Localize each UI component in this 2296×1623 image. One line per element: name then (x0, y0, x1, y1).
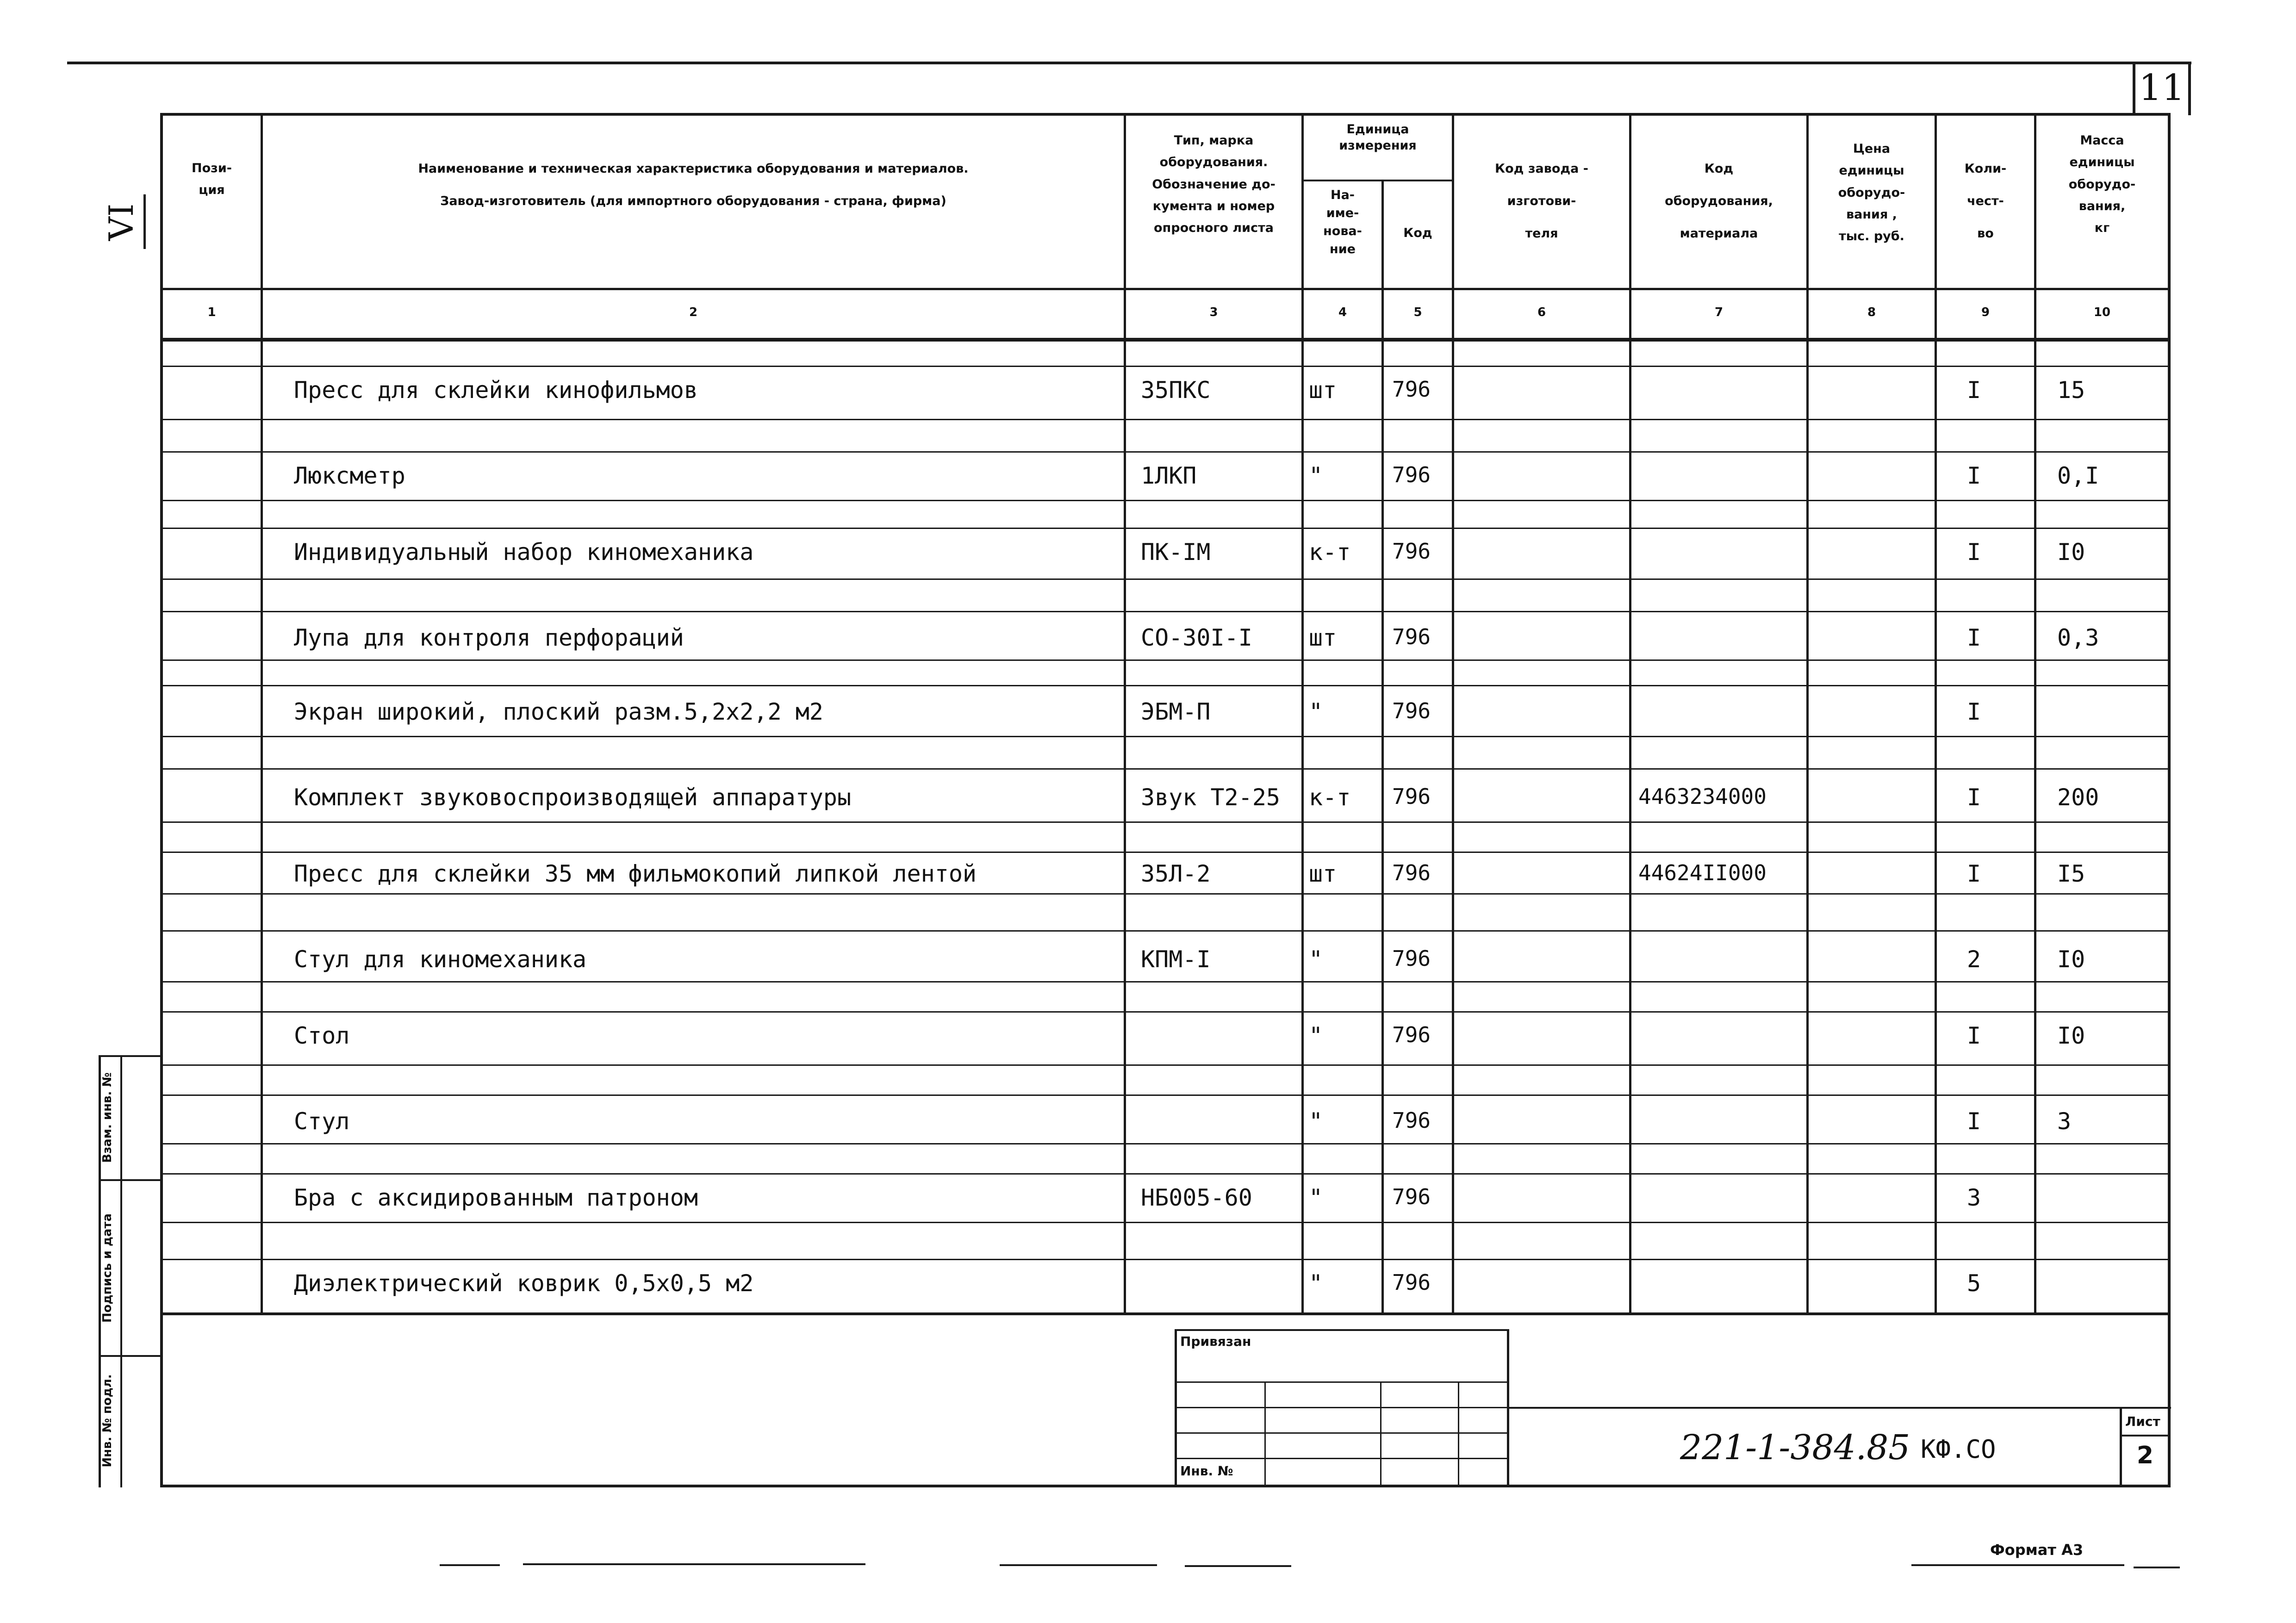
col-line-6 (1629, 113, 1631, 1313)
row-qty: I (1967, 1108, 1981, 1135)
header-col2: Наименование и техническая характеристика оборудования и материалов. Завод-изготовитель (для импортного оборудования - страна, фирма) (418, 162, 969, 209)
row-rule (160, 500, 2171, 501)
row-rule (160, 821, 2171, 823)
row-unit: " (1309, 462, 1323, 489)
page-number-box-right (2188, 64, 2191, 115)
col-line-2 (1124, 113, 1126, 1313)
row-code: 796 (1392, 698, 1431, 723)
row-equip-code: 4463234000 (1638, 784, 1767, 809)
row-qty: I (1967, 624, 1981, 651)
row-code: 796 (1392, 624, 1431, 649)
header-col5: Код (1403, 226, 1432, 240)
row-mass: 15 (2057, 377, 2085, 404)
row-code: 796 (1392, 1108, 1431, 1133)
row-name: Пресс для склейки 35 мм фильмокопий липкой лентой (294, 860, 977, 887)
colnum-4: 4 (1338, 305, 1347, 319)
tb-box-top (1175, 1329, 1509, 1331)
header-col7: Код оборудования, материала (1665, 162, 1773, 241)
row-unit: " (1309, 1270, 1323, 1297)
row-code: 796 (1392, 377, 1431, 402)
tb-doc-suffix: КФ.СО (1921, 1435, 1996, 1464)
tb-sheet-sep (2120, 1435, 2170, 1436)
row-name: Лупа для контроля перфораций (294, 624, 684, 651)
row-unit: к-т (1309, 539, 1351, 566)
row-qty: I (1967, 539, 1981, 566)
table-right-border (2168, 113, 2171, 1487)
row-type: 35ПКС (1141, 377, 1211, 404)
stamp-sep-1 (99, 1179, 162, 1181)
row-rule (160, 981, 2171, 983)
header-col4: На- име- нова- ние (1323, 188, 1362, 257)
row-type: 35Л-2 (1141, 860, 1211, 887)
row-type: ЭБМ-П (1141, 698, 1211, 725)
row-name: Индивидуальный набор киномеханика (294, 539, 754, 566)
header-unit-group: Единица измерения (1339, 122, 1417, 153)
row-rule (160, 1222, 2171, 1223)
col-line-3 (1301, 113, 1304, 1313)
row-name: Люксметр (294, 462, 405, 489)
header-col10: Масса единицы оборудо- вания, кг (2068, 133, 2136, 235)
colnum-2: 2 (689, 305, 698, 319)
row-qty: I (1967, 698, 1981, 725)
row-name: Комплект звуковоспроизводящей аппаратуры (294, 784, 852, 811)
row-code: 796 (1392, 860, 1431, 885)
colnum-7: 7 (1714, 305, 1724, 319)
row-unit: " (1309, 1184, 1323, 1211)
row-rule (160, 1143, 2171, 1144)
stamp-top (99, 1055, 162, 1057)
tb-code-line (1509, 1407, 2171, 1409)
page-bottom-line (160, 1485, 2171, 1487)
row-mass: I5 (2057, 860, 2085, 887)
row-qty: 5 (1967, 1270, 1981, 1297)
col-line-5 (1452, 113, 1454, 1313)
row-mass: 3 (2057, 1108, 2072, 1135)
row-type: КПМ-I (1141, 946, 1211, 973)
bottom-mark-6 (2134, 1567, 2180, 1568)
tb-sheet-number: 2 (2136, 1442, 2154, 1469)
row-type: Звук Т2-25 (1141, 784, 1281, 811)
colnum-8: 8 (1867, 305, 1876, 319)
col-line-1 (261, 113, 263, 1313)
tb-attached-label: Привязан (1180, 1334, 1251, 1349)
row-name: Бра с аксидированным патроном (294, 1184, 698, 1211)
colnum-1: 1 (207, 305, 216, 319)
header-col1: Пози- ция (192, 161, 232, 198)
row-code: 796 (1392, 539, 1431, 564)
row-name: Экран широкий, плоский разм.5,2х2,2 м2 (294, 698, 823, 725)
colnum-9: 9 (1981, 305, 1990, 319)
row-rule (160, 1011, 2171, 1013)
header-col6: Код завода - изготови- теля (1495, 162, 1588, 241)
row-type: ПК-IМ (1141, 539, 1211, 566)
stamp-divider (120, 1055, 122, 1487)
row-rule (160, 852, 2171, 853)
bottom-mark-1 (440, 1564, 500, 1566)
tb-vline-3 (1458, 1381, 1459, 1486)
row-rule (160, 768, 2171, 770)
row-rule (160, 611, 2171, 612)
row-type: 1ЛКП (1141, 462, 1197, 489)
row-rule (160, 659, 2171, 661)
row-unit: шт (1309, 377, 1337, 404)
row-qty: I (1967, 1022, 1981, 1049)
bottom-mark-3 (1000, 1564, 1157, 1566)
row-rule (160, 930, 2171, 932)
row-rule (160, 736, 2171, 737)
header-col8: Цена единицы оборудо- вания , тыс. руб. (1838, 142, 1905, 243)
row-name: Пресс для склейки кинофильмов (294, 377, 698, 404)
row-unit: " (1309, 698, 1323, 725)
row-rule (160, 893, 2171, 895)
row-code: 796 (1392, 1184, 1431, 1209)
stamp-inv-orig: Инв. № подл. (100, 1374, 114, 1468)
row-mass: 0,3 (2057, 624, 2099, 651)
row-unit: " (1309, 1022, 1323, 1049)
colnum-3: 3 (1209, 305, 1218, 319)
top-border-line (67, 62, 2191, 64)
tb-sheet-label: Лист (2125, 1414, 2160, 1429)
row-unit: " (1309, 946, 1323, 973)
bottom-mark-4 (1185, 1565, 1291, 1567)
unit-group-divider (1301, 180, 1454, 181)
row-code: 796 (1392, 1270, 1431, 1295)
row-unit: шт (1309, 624, 1337, 651)
row-rule (160, 340, 2171, 342)
row-code: 796 (1392, 1022, 1431, 1047)
row-mass: I0 (2057, 946, 2085, 973)
stamp-sign-date: Подпись и дата (100, 1213, 114, 1323)
row-unit: шт (1309, 860, 1337, 887)
tb-inv-label: Инв. № (1180, 1463, 1233, 1479)
corner-mark: VI (102, 203, 141, 241)
bottom-mark-5 (1911, 1564, 2124, 1566)
row-equip-code: 44624II000 (1638, 860, 1767, 885)
row-rule (160, 685, 2171, 686)
colnum-6: 6 (1537, 305, 1546, 319)
page-number: 11 (2139, 67, 2185, 109)
corner-mark-underline (143, 194, 146, 249)
table-body-bottom-line (160, 1312, 2171, 1315)
row-mass: 200 (2057, 784, 2099, 811)
row-rule (160, 419, 2171, 420)
col-line-7 (1806, 113, 1809, 1313)
row-name: Стул для киномеханика (294, 946, 587, 973)
row-type: СО-30I-I (1141, 624, 1252, 651)
row-mass: I0 (2057, 539, 2085, 566)
row-code: 796 (1392, 784, 1431, 809)
row-rule (160, 1259, 2171, 1260)
bottom-mark-2 (523, 1563, 865, 1565)
row-rule (160, 1173, 2171, 1175)
row-qty: 3 (1967, 1184, 1981, 1211)
col-line-8 (1935, 113, 1937, 1313)
row-rule (160, 578, 2171, 580)
row-mass: I0 (2057, 1022, 2085, 1049)
row-qty: I (1967, 860, 1981, 887)
tb-vline-1 (1264, 1381, 1266, 1486)
header-col3: Тип, марка оборудования. Обозначение до- кумента и номер опросного листа (1152, 133, 1276, 235)
row-name: Стул (294, 1108, 350, 1135)
row-rule (160, 528, 2171, 529)
row-type: НБ005-60 (1141, 1184, 1252, 1211)
header-col9: Коли- чест- во (1964, 162, 2007, 241)
row-qty: I (1967, 377, 1981, 404)
format-label: Формат А3 (1990, 1541, 2084, 1559)
row-rule (160, 366, 2171, 367)
row-unit: к-т (1309, 784, 1351, 811)
row-rule (160, 1064, 2171, 1066)
row-code: 796 (1392, 462, 1431, 487)
row-name: Диэлектрический коврик 0,5х0,5 м2 (294, 1270, 754, 1297)
row-qty: I (1967, 462, 1981, 489)
colnum-5: 5 (1413, 305, 1422, 319)
row-name: Стол (294, 1022, 350, 1049)
row-code: 796 (1392, 946, 1431, 971)
col-line-9 (2034, 113, 2036, 1313)
stamp-temp-inv: Взам. инв. № (100, 1072, 114, 1163)
row-qty: 2 (1967, 946, 1981, 973)
tb-doc-code: 221-1-384.85 (1680, 1428, 1910, 1468)
row-rule (160, 1094, 2171, 1096)
header-bottom-line (160, 288, 2171, 290)
table-top-border (160, 113, 2171, 116)
row-rule (160, 451, 2171, 453)
tb-vline-2 (1380, 1381, 1381, 1486)
row-unit: " (1309, 1108, 1323, 1135)
row-mass: 0,I (2057, 462, 2099, 489)
row-qty: I (1967, 784, 1981, 811)
colnum-10: 10 (2093, 305, 2111, 319)
